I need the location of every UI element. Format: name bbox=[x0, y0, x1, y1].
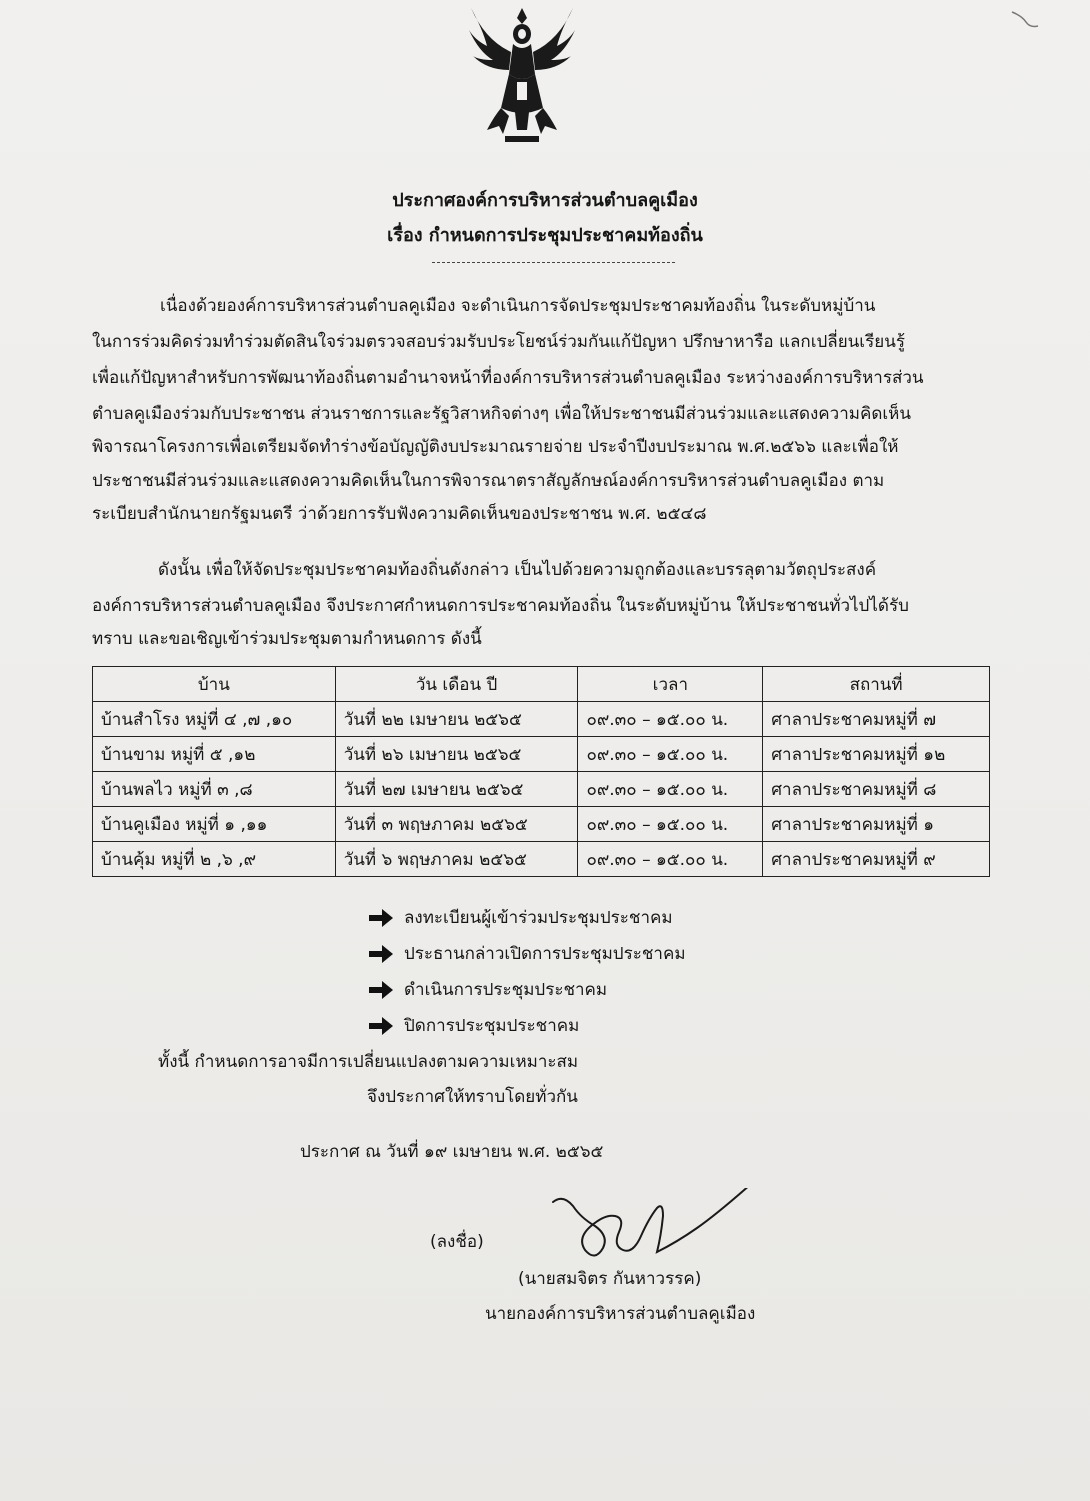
header-time: เวลา bbox=[578, 667, 763, 702]
agenda-item-label: ประธานกล่าวเปิดการประชุมประชาคม bbox=[404, 944, 686, 964]
table-row bbox=[93, 807, 990, 842]
table-header-row bbox=[93, 667, 990, 702]
cell-village: บ้านสำโรง หมู่ที่ ๔ ,๗ ,๑๐ bbox=[93, 702, 336, 737]
cell-venue: ศาลาประชาคมหมู่ที่ ๑ bbox=[763, 807, 990, 842]
table-row bbox=[93, 842, 990, 877]
header-venue: สถานที่ bbox=[763, 667, 990, 702]
handwritten-signature bbox=[545, 1188, 755, 1268]
agenda-item bbox=[368, 904, 673, 931]
paragraph-2-line-3: ทราบ และขอเชิญเข้าร่วมประชุมตามกำหนดการ ดังนี้ bbox=[92, 629, 482, 649]
paragraph-2-line-1: ดังนั้น เพื่อให้จัดประชุมประชาคมท้องถิ่นดังกล่าว เป็นไปด้วยความถูกต้องและบรรลุตามวัตถุประสงค์ bbox=[158, 560, 877, 580]
meeting-schedule-table bbox=[92, 666, 990, 877]
agenda-item bbox=[368, 976, 607, 1003]
paragraph-1-line-1: เนื่องด้วยองค์การบริหารส่วนตำบลคูเมือง จะดำเนินการจัดประชุมประชาคมท้องถิ่น ในระดับหมู่บ้าน bbox=[160, 296, 876, 316]
paragraph-1-line-5: พิจารณาโครงการเพื่อเตรียมจัดทำร่างข้อบัญญัติงบประมาณรายจ่าย ประจำปีงบประมาณ พ.ศ.๒๕๖๖ และเพื่อให้ bbox=[92, 437, 899, 457]
agenda-item-label: ลงทะเบียนผู้เข้าร่วมประชุมประชาคม bbox=[404, 908, 673, 928]
cell-venue: ศาลาประชาคมหมู่ที่ ๘ bbox=[763, 772, 990, 807]
closing-note: ทั้งนี้ กำหนดการอาจมีการเปลี่ยนแปลงตามความเหมาะสม bbox=[158, 1052, 579, 1072]
cell-time: ๐๙.๓๐ – ๑๕.๐๐ น. bbox=[578, 772, 763, 807]
paragraph-1-line-7: ระเบียบสำนักนายกรัฐมนตรี ว่าด้วยการรับฟังความคิดเห็นของประชาชน พ.ศ. ๒๕๔๘ bbox=[92, 504, 707, 524]
cell-village: บ้านคุ้ม หมู่ที่ ๒ ,๖ ,๙ bbox=[93, 842, 336, 877]
cell-date: วันที่ ๒๖ เมษายน ๒๕๖๕ bbox=[335, 737, 578, 772]
arrow-right-icon bbox=[368, 980, 394, 1000]
arrow-right-icon bbox=[368, 908, 394, 928]
announcement-date: ประกาศ ณ วันที่ ๑๙ เมษายน พ.ศ. ๒๕๖๕ bbox=[300, 1142, 604, 1162]
paragraph-1-line-6: ประชาชนมีส่วนร่วมและแสดงความคิดเห็นในการพิจารณาตราสัญลักษณ์องค์การบริหารส่วนตำบลคูเมือง ตาม bbox=[92, 471, 885, 491]
paragraph-1-line-4: ตำบลคูเมืองร่วมกับประชาชน ส่วนราชการและรัฐวิสาหกิจต่างๆ เพื่อให้ประชาชนมีส่วนร่วมและแสดงความคิดเห็น bbox=[92, 404, 912, 424]
announcement-subject: เรื่อง กำหนดการประชุมประชาคมท้องถิ่น bbox=[387, 225, 703, 246]
cell-venue: ศาลาประชาคมหมู่ที่ ๗ bbox=[763, 702, 990, 737]
agenda-item-label: ดำเนินการประชุมประชาคม bbox=[404, 980, 608, 1000]
paragraph-1-line-2: ในการร่วมคิดร่วมทำร่วมตัดสินใจร่วมตรวจสอบร่วมรับประโยชน์ร่วมกันแก้ปัญหา ปรึกษาหารือ แลกเปลี่ยนเรียนรู้ bbox=[92, 332, 905, 352]
closing-announce: จึงประกาศให้ทราบโดยทั่วกัน bbox=[367, 1087, 578, 1107]
table-row bbox=[93, 737, 990, 772]
agenda-item bbox=[368, 940, 686, 967]
header-date: วัน เดือน ปี bbox=[335, 667, 578, 702]
cell-time: ๐๙.๓๐ – ๑๕.๐๐ น. bbox=[578, 702, 763, 737]
table-row bbox=[93, 772, 990, 807]
cell-venue: ศาลาประชาคมหมู่ที่ ๑๒ bbox=[763, 737, 990, 772]
table-row bbox=[93, 702, 990, 737]
arrow-right-icon bbox=[368, 944, 394, 964]
signer-name: (นายสมจิตร กันหาวรรค) bbox=[518, 1269, 702, 1289]
scan-mark-icon bbox=[1010, 8, 1040, 30]
garuda-emblem-icon bbox=[465, 0, 580, 150]
cell-venue: ศาลาประชาคมหมู่ที่ ๙ bbox=[763, 842, 990, 877]
cell-village: บ้านขาม หมู่ที่ ๕ ,๑๒ bbox=[93, 737, 336, 772]
agenda-item bbox=[368, 1012, 579, 1039]
cell-date: วันที่ ๓ พฤษภาคม ๒๕๖๕ bbox=[335, 807, 578, 842]
cell-time: ๐๙.๓๐ – ๑๕.๐๐ น. bbox=[578, 737, 763, 772]
cell-time: ๐๙.๓๐ – ๑๕.๐๐ น. bbox=[578, 807, 763, 842]
cell-village: บ้านคูเมือง หมู่ที่ ๑ ,๑๑ bbox=[93, 807, 336, 842]
signer-position: นายกองค์การบริหารส่วนตำบลคูเมือง bbox=[485, 1304, 756, 1324]
cell-village: บ้านพลไว หมู่ที่ ๓ ,๘ bbox=[93, 772, 336, 807]
paragraph-2-line-2: องค์การบริหารส่วนตำบลคูเมือง จึงประกาศกำหนดการประชาคมท้องถิ่น ในระดับหมู่บ้าน ให้ประชาชนทั่วไปได้รับ bbox=[92, 596, 909, 616]
paragraph-1-line-3: เพื่อแก้ปัญหาสำหรับการพัฒนาท้องถิ่นตามอำนาจหน้าที่องค์การบริหารส่วนตำบลคูเมือง ระหว่างองค์การบริหารส่วน bbox=[92, 368, 924, 388]
header-village: บ้าน bbox=[93, 667, 336, 702]
title-divider bbox=[432, 262, 675, 263]
cell-date: วันที่ ๒๗ เมษายน ๒๕๖๕ bbox=[335, 772, 578, 807]
agenda-item-label: ปิดการประชุมประชาคม bbox=[404, 1016, 580, 1036]
cell-time: ๐๙.๓๐ – ๑๕.๐๐ น. bbox=[578, 842, 763, 877]
arrow-right-icon bbox=[368, 1016, 394, 1036]
sign-label: (ลงชื่อ) bbox=[430, 1232, 484, 1252]
announcement-title: ประกาศองค์การบริหารส่วนตำบลคูเมือง bbox=[392, 190, 698, 211]
cell-date: วันที่ ๒๒ เมษายน ๒๕๖๕ bbox=[335, 702, 578, 737]
cell-date: วันที่ ๖ พฤษภาคม ๒๕๖๕ bbox=[335, 842, 578, 877]
